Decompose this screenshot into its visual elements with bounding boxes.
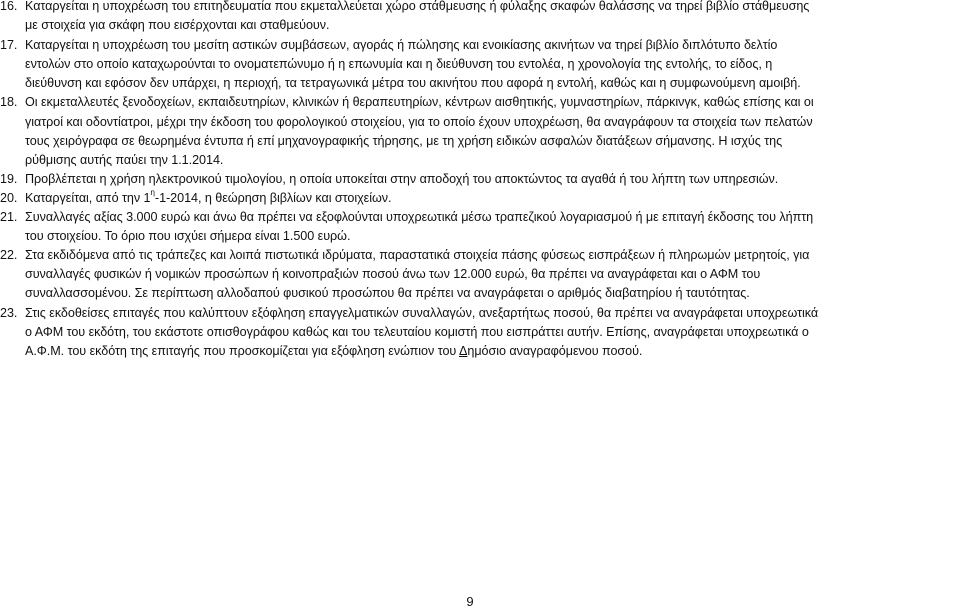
item-text-line — [25, 342, 946, 361]
list-item-16 — [0, 0, 960, 35]
item-text-suffix: ημόσιο αναγραφόμενου ποσού. — [467, 343, 643, 358]
item-text-prefix: Καταργείται, από την 1 — [25, 190, 151, 205]
list-item-20 — [0, 189, 960, 208]
item-number: 16. — [0, 0, 18, 13]
item-text-line: Στις εκδοθείσες επιταγές που καλύπτουν εξόφληση επαγγελματικών συναλλαγών, ανεξαρτήτως ποσού, θα πρέπει να αναγράφεται υποχρεωτικά — [25, 305, 819, 320]
item-text-line: τους χειρόγραφα σε θεωρημένα έντυπα ή επί μηχανογραφικής τήρησης, με τη χρήση ειδικών ασφαλών διατάξεων σήμανσης. Η ισχύς της — [25, 133, 783, 148]
item-number: 19. — [0, 171, 18, 186]
list-item-18 — [0, 93, 960, 169]
item-text-line: ρύθμισης αυτής παύει την 1.1.2014. — [25, 152, 224, 167]
item-number: 22. — [0, 248, 18, 263]
item-text-prefix: Α.Φ.Μ. του εκδότη της επιταγής που προσκομίζεται για εξόφληση ενώπιον του — [25, 343, 459, 358]
item-text-line: ο ΑΦΜ του εκδότη, του εκάστοτε οπισθογράφου καθώς και του τελευταίου κομιστή που εισπράττει αυτήν. Επίσης, αναγράφεται υποχρεωτικά ο — [25, 324, 809, 339]
item-number: 23. — [0, 305, 18, 320]
item-text-line: Στα εκδιδόμενα από τις τράπεζες και λοιπά πιστωτικά ιδρύματα, παραστατικά στοιχεία πάσης φύσεως εισπράξεων ή πληρωμών μετρητοίς, για — [25, 248, 810, 263]
item-text-line: Καταργείται η υποχρέωση του μεσίτη αστικών συμβάσεων, αγοράς ή πώλησης και ενοικίασης ακινήτων να τηρεί βιβλίο διπλότυπο δελτίο — [25, 38, 778, 53]
item-text-line: εντολών στο οποίο καταχωρούνται το ονοματεπώνυμο ή η επωνυμία και η διεύθυνση του εντολέα, η χρονολογία της εντολής, το είδος, η — [25, 57, 773, 72]
item-text-line: Οι εκμεταλλευτές ξενοδοχείων, εκπαιδευτηρίων, κλινικών ή θεραπευτηρίων, κέντρων αισθητικής, γυμναστηρίων, πάρκινγκ, καθώς επίσης και οι — [25, 95, 814, 110]
page-number: 9 — [466, 594, 474, 609]
list-item-19 — [0, 170, 960, 189]
item-text-line: με στοιχεία για σκάφη που εισέρχονται και σταθμεύουν. — [25, 18, 330, 33]
item-text-line: συναλλασσομένου. Σε περίπτωση αλλοδαπού φυσικού προσώπου θα πρέπει να αναγράφεται ο αριθμός διαβατηρίου ή ταυτότητας. — [25, 286, 750, 301]
item-text-line: Καταργείται η υποχρέωση του επιτηδευματία που εκμεταλλεύεται χώρο στάθμευσης ή φύλαξης σκαφών θαλάσσης να τηρεί βιβλίο στάθμευσης — [25, 0, 810, 13]
item-number: 18. — [0, 95, 18, 110]
item-number: 17. — [0, 38, 18, 53]
list-item-21 — [0, 208, 960, 246]
underlined-letter: Δ — [459, 343, 468, 358]
list-item-23 — [0, 304, 960, 361]
item-text-line: διεύθυνση και εφόσον δεν υπάρχει, η περιοχή, τα τετραγωνικά μέτρα του ακινήτου που αφορά η εντολή, καθώς και η συμφωνούμενη αμοιβή. — [25, 76, 801, 91]
item-text-line: συναλλαγές φυσικών ή νομικών προσώπων ή κοινοπραξιών ποσού άνω των 12.000 ευρώ, θα πρέπει να αναγράφεται και ο ΑΦΜ του — [25, 267, 761, 282]
item-number: 20. — [0, 190, 18, 205]
item-text-line: του στοιχείου. Το όριο που ισχύει σήμερα είναι 1.500 ευρώ. — [25, 229, 351, 244]
item-text-line — [25, 189, 946, 208]
item-text-line: Προβλέπεται η χρήση ηλεκτρονικού τιμολογίου, η οποία υποκείται στην αποδοχή του αποκτώντος τα αγαθά ή του λήπτη των υπηρεσιών. — [25, 171, 779, 186]
item-text-line: γιατροί και οδοντίατροι, μέχρι την έκδοση του φορολογικού στοιχείου, για το οποίο έχουν υποχρέωση, θα αναγράφουν τα στοιχεία των πελατών — [25, 114, 813, 129]
item-text-suffix: -1-2014, η θεώρηση βιβλίων και στοιχείων. — [154, 190, 392, 205]
item-text-line: Συναλλαγές αξίας 3.000 ευρώ και άνω θα πρέπει να εξοφλούνται υποχρεωτικά μέσω τραπεζικού λογαριασμού ή με επιταγή έκδοσης του λήπτη — [25, 210, 814, 225]
item-number: 21. — [0, 210, 18, 225]
list-item-17 — [0, 36, 960, 93]
superscript-ordinal: η — [150, 187, 155, 197]
list-item-22 — [0, 246, 960, 303]
